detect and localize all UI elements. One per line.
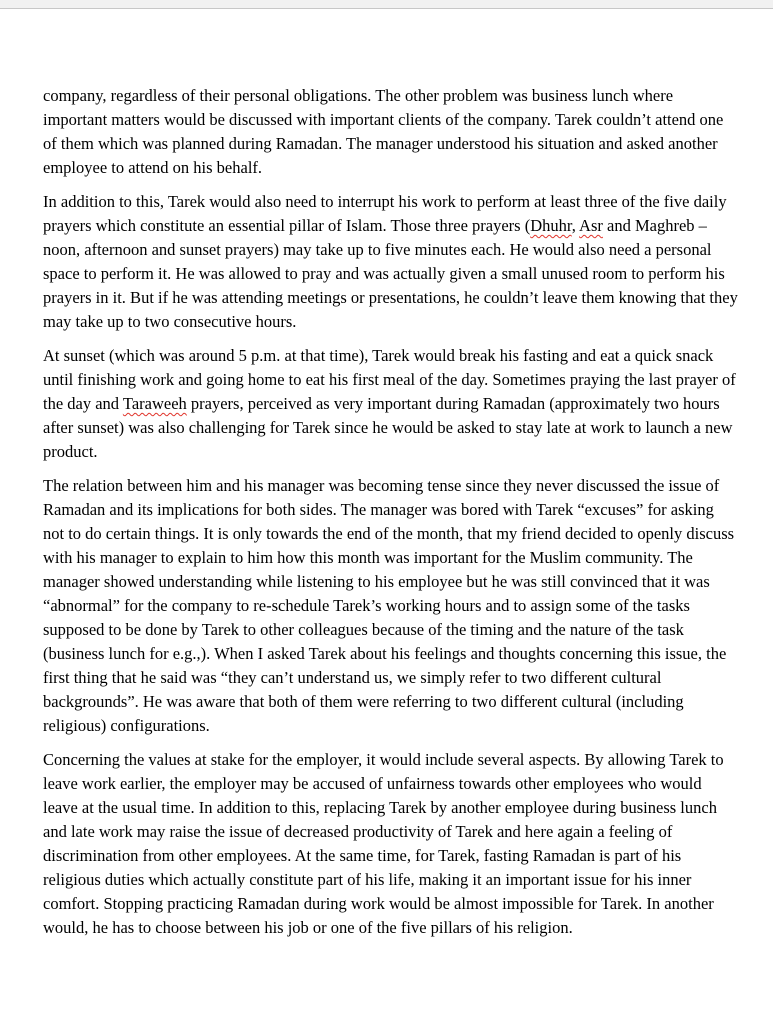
text-segment: Concerning the values at stake for the employer, it would include several aspects. By allowing Tarek to leave work earlier, the employer may be accused of unfairness towards other employees who would leave at the usual time. In addition to this, replacing Tarek by another employee during business lunch and late work may raise the issue of decreased productivity of Tarek and here again a feeling of discrimination from other employees. At the same time, for Tarek, fasting Ramadan is part of his religious duties which actually constitute part of his life, making it an important issue for his inner comfort. Stopping practicing Ramadan during work would be almost impossible for Tarek. In another would, he has to choose between his job or one of the five pillars of his religion. (43, 750, 724, 937)
text-segment: company, regardless of their personal obligations. The other problem was business lunch where important matters would be discussed with important clients of the company. Tarek couldn’t attend one of them which was planned during Ramadan. The manager understood his situation and asked another employee to attend on his behalf. (43, 86, 724, 177)
text-segment: In addition to this, Tarek would also need to interrupt his work to perform at least three of the five daily prayers which constitute an essential pillar of Islam. Those three prayers ( (43, 192, 727, 235)
text-segment: , (571, 216, 580, 235)
paragraph (43, 84, 739, 180)
document-text (43, 84, 739, 950)
paragraph (43, 748, 739, 940)
text-segment: prayers, perceived as very important during Ramadan (approximately two hours after sunset) was also challenging for Tarek since he would be asked to stay late at work to launch a new product. (43, 394, 733, 461)
misspelled-word: Asr (579, 216, 603, 235)
text-segment: and Maghreb – noon, afternoon and sunset prayers) may take up to five minutes each. He would also need a personal space to perform it. He was allowed to pray and was actually given a small unused room to perform his prayers in it. But if he was attending meetings or presentations, he couldn’t leave them knowing that they may take up to two consecutive hours. (43, 216, 738, 331)
paragraph (43, 474, 739, 738)
window-top-strip (0, 0, 773, 9)
paragraph (43, 344, 739, 464)
misspelled-word: Taraweeh (122, 394, 187, 413)
misspelled-word: Dhuhr (530, 216, 572, 235)
text-segment: The relation between him and his manager was becoming tense since they never discussed the issue of Ramadan and its implications for both sides. The manager was bored with Tarek “excuses” for asking not to do certain things. It is only towards the end of the month, that my friend decided to openly discuss with his manager to explain to him how this month was important for the Muslim community. The manager showed understanding while listening to his employee but he was still convinced that it was “abnormal” for the company to re-schedule Tarek’s working hours and to assign some of the tasks supposed to be done by Tarek to other colleagues because of the timing and the nature of the task (business lunch for e.g.,). When I asked Tarek about his feelings and thoughts concerning this issue, the first thing that he said was “they can’t understand us, we simply refer to two different cultural backgrounds”. He was aware that both of them were referring to two different cultural (including religious) configurations. (43, 476, 735, 735)
paragraph (43, 190, 739, 334)
text-segment: At sunset (which was around 5 p.m. at that time), Tarek would break his fasting and eat a quick snack until finishing work and going home to eat his first meal of the day. Sometimes praying the last prayer of the day and (43, 346, 736, 413)
